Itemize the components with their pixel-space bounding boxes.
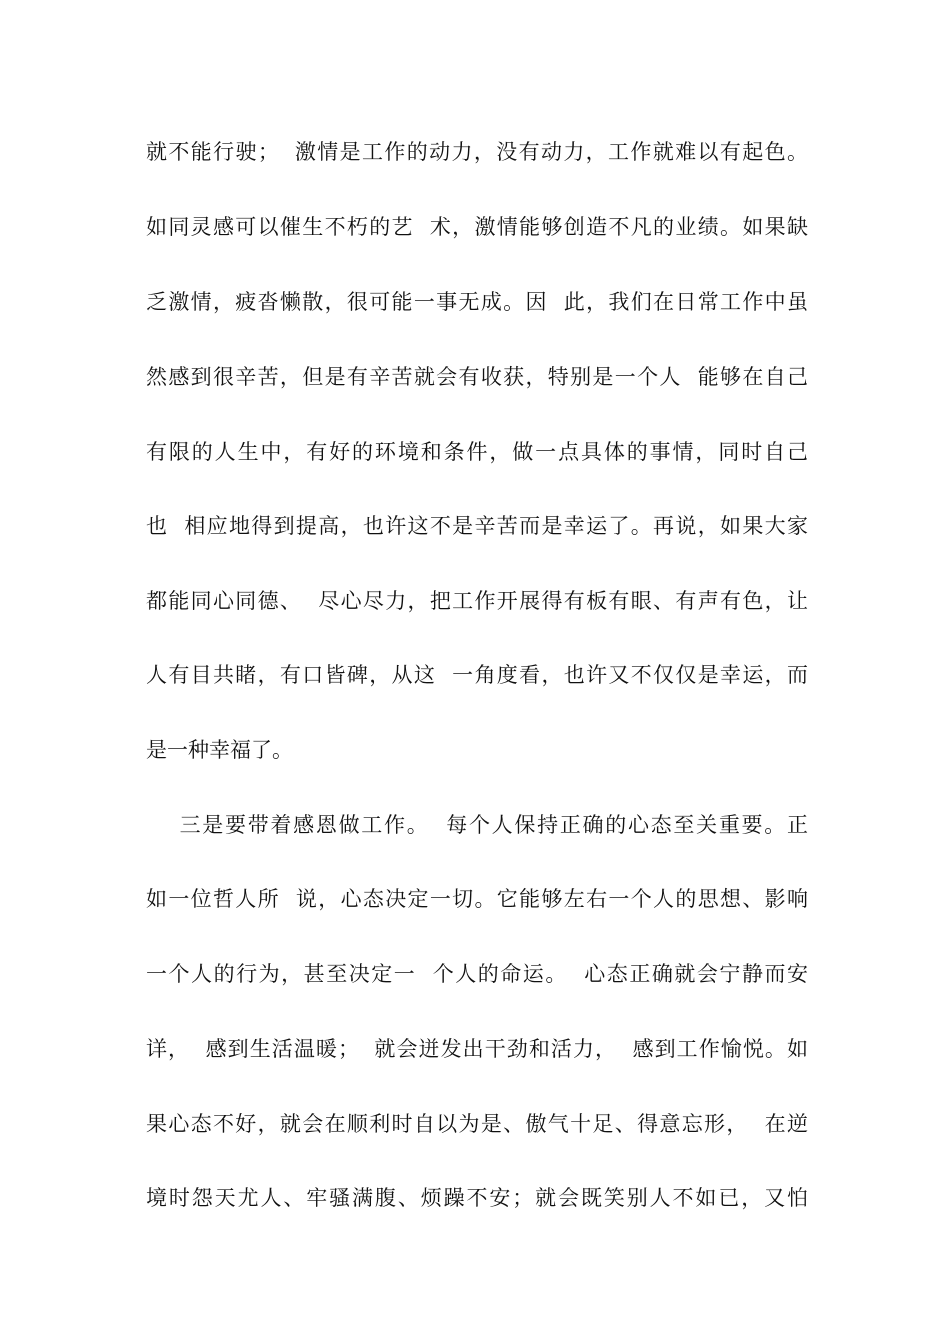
text-line-8: 人有目共睹，有口皆碑，从这 一角度看，也许又不仅仅是幸运，而	[146, 663, 808, 687]
text-line-11: 如一位哲人所 说，心态决定一切。它能够左右一个人的思想、影响	[146, 887, 808, 911]
text-line-9: 是一种幸福了。	[146, 738, 293, 762]
text-line-5: 有限的人生中，有好的环境和条件，做一点具体的事情，同时自己	[146, 440, 808, 464]
text-line-6: 也 相应地得到提高，也许这不是辛苦而是幸运了。再说，如果大家	[146, 514, 808, 538]
text-line-7: 都能同心同德、 尽心尽力，把工作开展得有板有眼、有声有色，让	[146, 589, 808, 613]
text-line-2: 如同灵感可以催生不朽的艺 术，激情能够创造不凡的业绩。如果缺	[146, 215, 808, 239]
text-line-13: 详， 感到生活温暖； 就会迸发出干劲和活力， 感到工作愉悦。如	[146, 1037, 808, 1061]
text-line-10: 三是要带着感恩做工作。 每个人保持正确的心态至关重要。正	[146, 813, 808, 837]
text-line-4: 然感到很辛苦，但是有辛苦就会有收获，特别是一个人 能够在自己	[146, 365, 808, 389]
text-line-15: 境时怨天尤人、牢骚满腹、烦躁不安；就会既笑别人不如已，又怕	[146, 1186, 808, 1210]
text-line-1: 就不能行驶； 激情是工作的动力，没有动力，工作就难以有起色。	[146, 140, 808, 164]
text-line-3: 乏激情，疲沓懒散，很可能一事无成。因 此，我们在日常工作中虽	[146, 290, 808, 314]
text-line-14: 果心态不好，就会在顺利时自以为是、傲气十足、得意忘形， 在逆	[146, 1112, 808, 1136]
text-line-12: 一个人的行为，甚至决定一 个人的命运。 心态正确就会宁静而安	[146, 962, 808, 986]
